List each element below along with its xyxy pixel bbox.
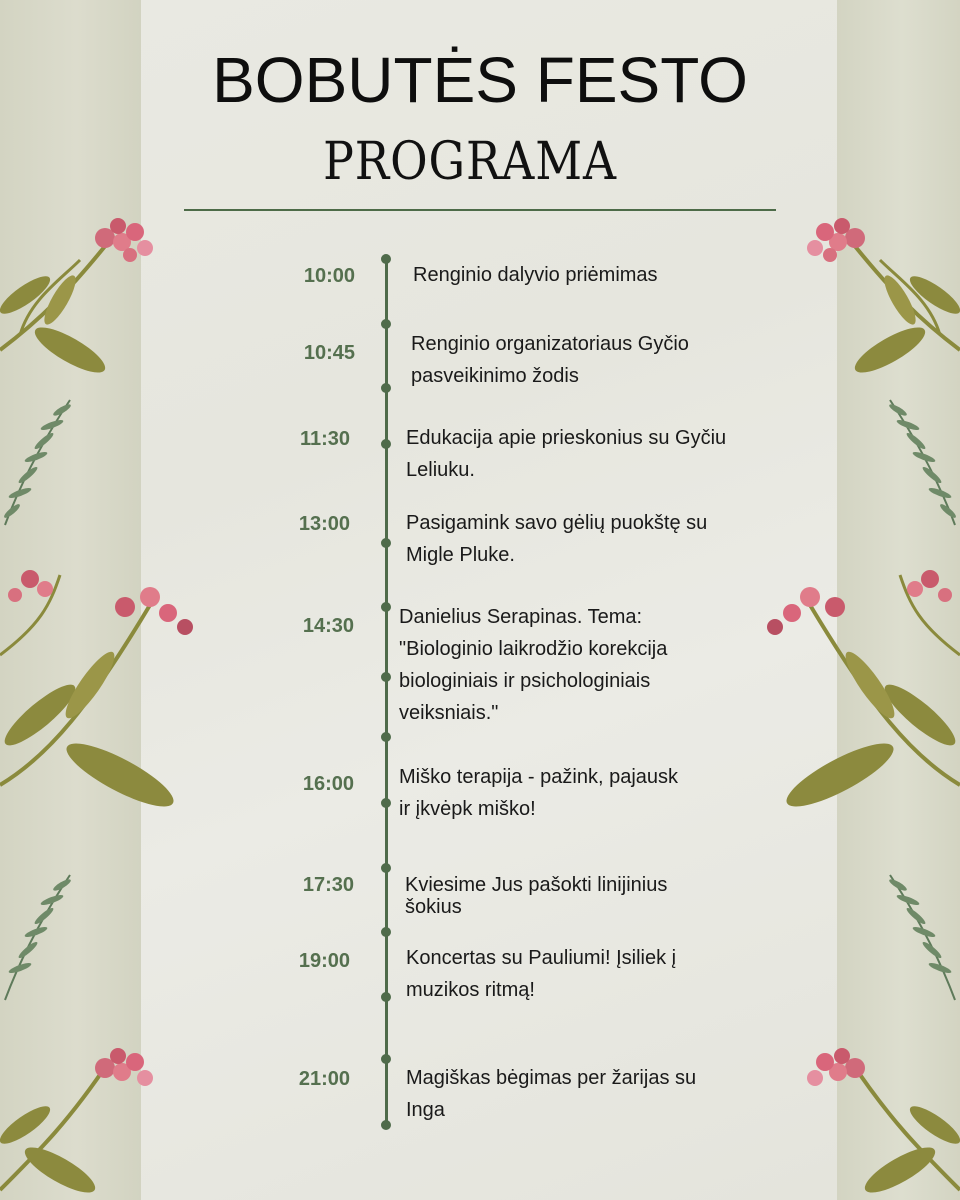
timeline-dot: [381, 1120, 391, 1130]
schedule-description: Danielius Serapinas. Tema: "Biologinio laikrodžio korekcija biologiniais ir psichologiniais veiksniais.": [399, 606, 668, 724]
schedule-description: Koncertas su Pauliumi! Įsiliek į muzikos ritmą!: [406, 947, 677, 1001]
timeline-dot: [381, 927, 391, 937]
pressed-pink-flower-icon: [780, 200, 960, 400]
pressed-pink-flower-icon: [0, 200, 180, 400]
divider: [184, 209, 776, 211]
schedule-time: 21:00: [298, 1068, 350, 1090]
pressed-pink-flower-icon: [780, 1030, 960, 1200]
timeline-dot: [381, 383, 391, 393]
schedule-time: 19:00: [298, 950, 350, 972]
green-fern-icon: [0, 395, 80, 530]
timeline-dot: [381, 602, 391, 612]
timeline-dot: [381, 1054, 391, 1064]
timeline-dot: [381, 732, 391, 742]
timeline-dot: [381, 319, 391, 329]
page-subtitle: PROGRAMA: [323, 132, 617, 192]
timeline-dot: [381, 992, 391, 1002]
schedule-time: 14:30: [302, 615, 354, 637]
schedule-description: Miško terapija - pažink, pajausk ir įkvėpk miško!: [399, 766, 679, 820]
schedule-description: Magiškas bėgimas per žarijas su Inga: [406, 1067, 697, 1121]
timeline-dot: [381, 863, 391, 873]
pressed-pink-flower-icon: [745, 565, 960, 825]
timeline-dot: [381, 439, 391, 449]
pressed-pink-flower-icon: [0, 565, 215, 825]
timeline-dot: [381, 672, 391, 682]
schedule-description: Renginio dalyvio priėmimas: [413, 264, 658, 286]
schedule-time: 10:00: [303, 265, 355, 287]
pressed-pink-flower-icon: [0, 1030, 180, 1200]
schedule-time: 16:00: [302, 773, 354, 795]
timeline-dot: [381, 254, 391, 264]
timeline-dot: [381, 538, 391, 548]
green-fern-icon: [0, 870, 80, 1005]
green-fern-icon: [880, 395, 960, 530]
schedule-description: Renginio organizatoriaus Gyčio pasveikinimo žodis: [411, 333, 689, 387]
timeline-dot: [381, 798, 391, 808]
green-fern-icon: [880, 870, 960, 1005]
schedule-time: 17:30: [302, 874, 354, 896]
page-title: BOBUTĖS FESTO: [212, 44, 748, 116]
schedule-time: 13:00: [298, 513, 350, 535]
schedule-description: Edukacija apie prieskonius su Gyčiu Leliuku.: [406, 427, 727, 481]
schedule-description: Pasigamink savo gėlių puokštę su Migle Pluke.: [406, 512, 708, 566]
schedule-time: 11:30: [299, 428, 350, 450]
schedule-time: 10:45: [303, 342, 355, 364]
schedule-description: Kviesime Jus pašokti linijinius šokius: [405, 874, 668, 918]
